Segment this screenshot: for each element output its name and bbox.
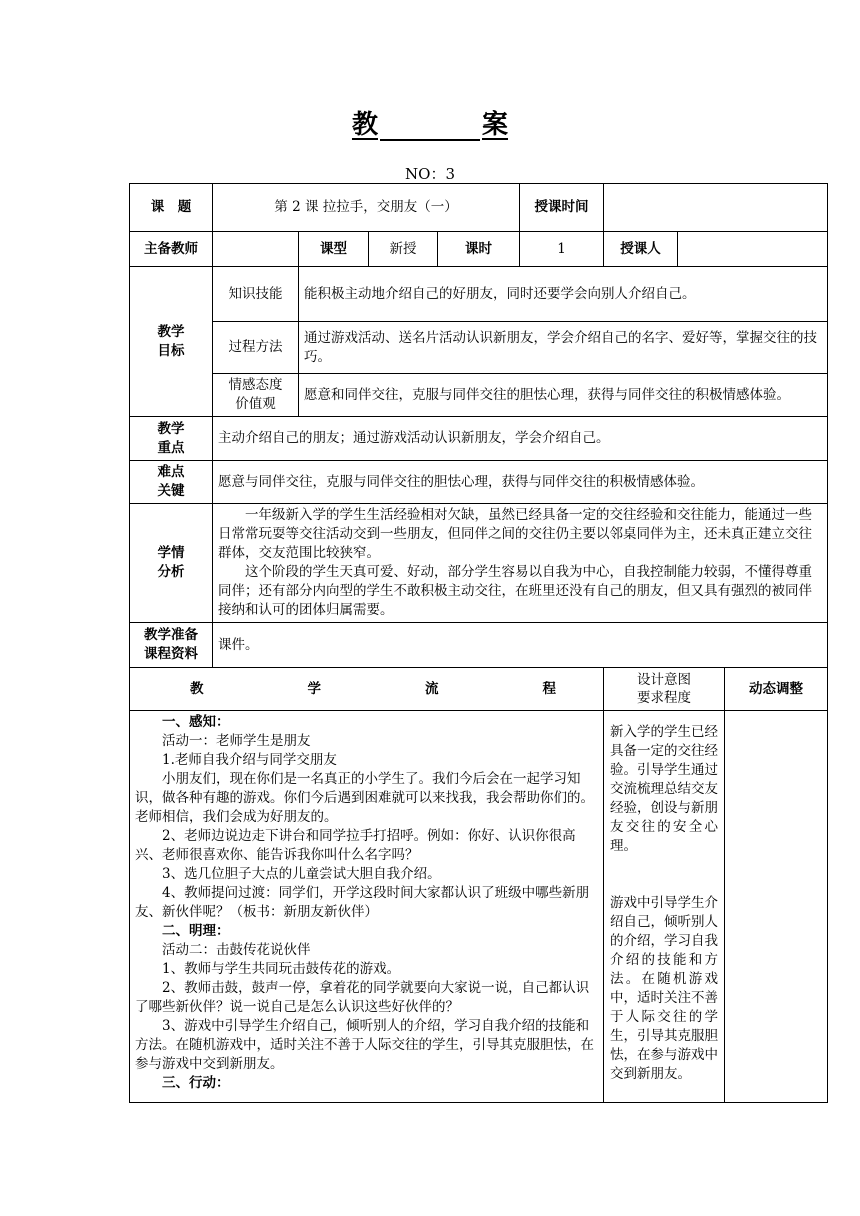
label-class-time: 授课时间 xyxy=(520,184,604,232)
flow-line: 1、教师与学生共同玩击鼓传花的游戏。 xyxy=(162,961,401,977)
flow-line: 二、明理： xyxy=(162,923,230,939)
goal-text-knowledge: 能积极主动地介绍自己的好朋友，同时还要学会向别人介绍自己。 xyxy=(299,267,828,322)
label-preparation: 教学准备 课程资料 xyxy=(130,623,213,668)
flow-header xyxy=(130,668,604,711)
dynamic-adjust-content xyxy=(725,711,828,1103)
flow-line: 3、游戏中引导学生介绍自己，倾听别人的介绍，学习自我介绍的技能和方法。在随机游戏中，适时关注不善于人际交往的学生，引导其克服胆怯，在参与游戏中交到新朋友。 xyxy=(135,1018,594,1072)
design-note: 游戏中引导学生介绍自己，倾听别人的介绍，学习自我介绍的技能和方法。在随机游戏中，适时关注不善于人际交往的学生，引导其克服胆怯，在参与游戏中交到新朋友。 xyxy=(610,895,719,1082)
label-lead-teacher: 主备教师 xyxy=(130,232,213,267)
analysis-paragraph: 一年级新入学的学生生活经验相对欠缺，虽然已经具备一定的交往经验和交往能力，能通过一些日常常玩耍等交往活动交到一些朋友，但同伴之间的交往仍主要以邻桌同伴为主，还未真正建立交往群体，交友范围比较狭窄。 xyxy=(218,507,812,561)
flow-line: 三、行动： xyxy=(162,1075,230,1091)
label-difficulty: 难点 关键 xyxy=(130,461,213,504)
flow-line: 4、教师提问过渡：同学们，开学这段时间大家都认识了班级中哪些新朋友、新伙伴呢？（板书：新朋友新伙伴） xyxy=(135,885,590,920)
title-char-right: 案 xyxy=(482,110,509,140)
preparation-text: 课件。 xyxy=(213,623,828,668)
design-intent-content xyxy=(604,711,725,1103)
goal-text-emotion: 愿意和同伴交往，克服与同伴交往的胆怯心理，获得与同伴交往的积极情感体验。 xyxy=(299,374,828,417)
dynamic-adjust-header: 动态调整 xyxy=(725,668,828,711)
label-teaching-goals: 教学 目标 xyxy=(130,267,213,417)
design-note: 新入学的学生已经具备一定的交往经验。引导学生通过交流梳理总结交友经验，创设与新朋友交往的安全心理。 xyxy=(610,724,719,854)
flow-line: 1.老师自我介绍与同学交朋友 xyxy=(162,752,337,768)
flow-line: 活动二：击鼓传花说伙伴 xyxy=(162,942,311,958)
value-lesson-type: 新授 xyxy=(369,232,438,267)
goal-name-emotion: 情感态度 价值观 xyxy=(213,374,299,417)
document-number: NO：3 xyxy=(405,165,455,183)
teaching-focus-text: 主动介绍自己的朋友；通过游戏活动认识新朋友，学会介绍自己。 xyxy=(213,417,828,461)
label-teaching-focus: 教学 重点 xyxy=(130,417,213,461)
flow-line: 2、老师边说边走下讲台和同学拉手打招呼。例如：你好、认识你很高兴、老师很喜欢你、能告诉我你叫什么名字吗？ xyxy=(135,828,576,863)
label-student-analysis: 学情 分析 xyxy=(130,504,213,623)
flow-line: 2、教师击鼓，鼓声一停，拿着花的同学就要向大家说一说，自己都认识了哪些新伙伴？说一说自己是怎么认识这些好伙伴的？ xyxy=(135,980,590,1015)
value-lead-teacher xyxy=(213,232,299,267)
lesson-title: 第 2 课 拉拉手，交朋友（一） xyxy=(213,184,520,232)
design-intent-header: 设计意图 要求程度 xyxy=(604,668,725,711)
value-lecturer xyxy=(678,232,828,267)
label-periods: 课时 xyxy=(438,232,520,267)
title-underline-gap xyxy=(380,111,480,141)
goal-name-knowledge: 知识技能 xyxy=(213,267,299,322)
flow-header-char: 学 xyxy=(307,680,321,697)
difficulty-text: 愿意与同伴交往，克服与同伴交往的胆怯心理，获得与同伴交往的积极情感体验。 xyxy=(213,461,828,504)
document-title xyxy=(0,104,860,141)
goal-name-process: 过程方法 xyxy=(213,322,299,374)
title-char-left: 教 xyxy=(351,110,378,140)
flow-header-char: 教 xyxy=(190,680,204,697)
flow-line: 3、选几位胆子大点的儿童尝试大胆自我介绍。 xyxy=(162,866,441,882)
student-analysis-text xyxy=(213,504,828,623)
value-periods: 1 xyxy=(520,232,604,267)
flow-line: 小朋友们，现在你们是一名真正的小学生了。我们今后会在一起学习知识，做各种有趣的游戏。你们今后遇到困难就可以来找我，我会帮助你们的。老师相信，我们会成为好朋友的。 xyxy=(135,771,594,825)
flow-header-char: 流 xyxy=(425,680,439,697)
flow-line: 活动一：老师学生是朋友 xyxy=(162,733,311,749)
label-topic: 课 题 xyxy=(130,184,213,232)
analysis-paragraph: 这个阶段的学生天真可爱、好动，部分学生容易以自我为中心，自我控制能力较弱，不懂得尊重同伴；还有部分内向型的学生不敢积极主动交往，在班里还没有自己的朋友，但又具有强烈的被同伴接纳和认可的团体归属需要。 xyxy=(218,564,812,618)
label-lesson-type: 课型 xyxy=(299,232,369,267)
flow-content xyxy=(130,711,604,1103)
lesson-plan-table xyxy=(129,183,828,1103)
flow-header-char: 程 xyxy=(542,680,556,697)
value-class-time xyxy=(604,184,828,232)
flow-line: 一、感知： xyxy=(162,714,230,730)
label-lecturer: 授课人 xyxy=(604,232,678,267)
goal-text-process: 通过游戏活动、送名片活动认识新朋友，学会介绍自己的名字、爱好等，掌握交往的技巧。 xyxy=(299,322,828,374)
